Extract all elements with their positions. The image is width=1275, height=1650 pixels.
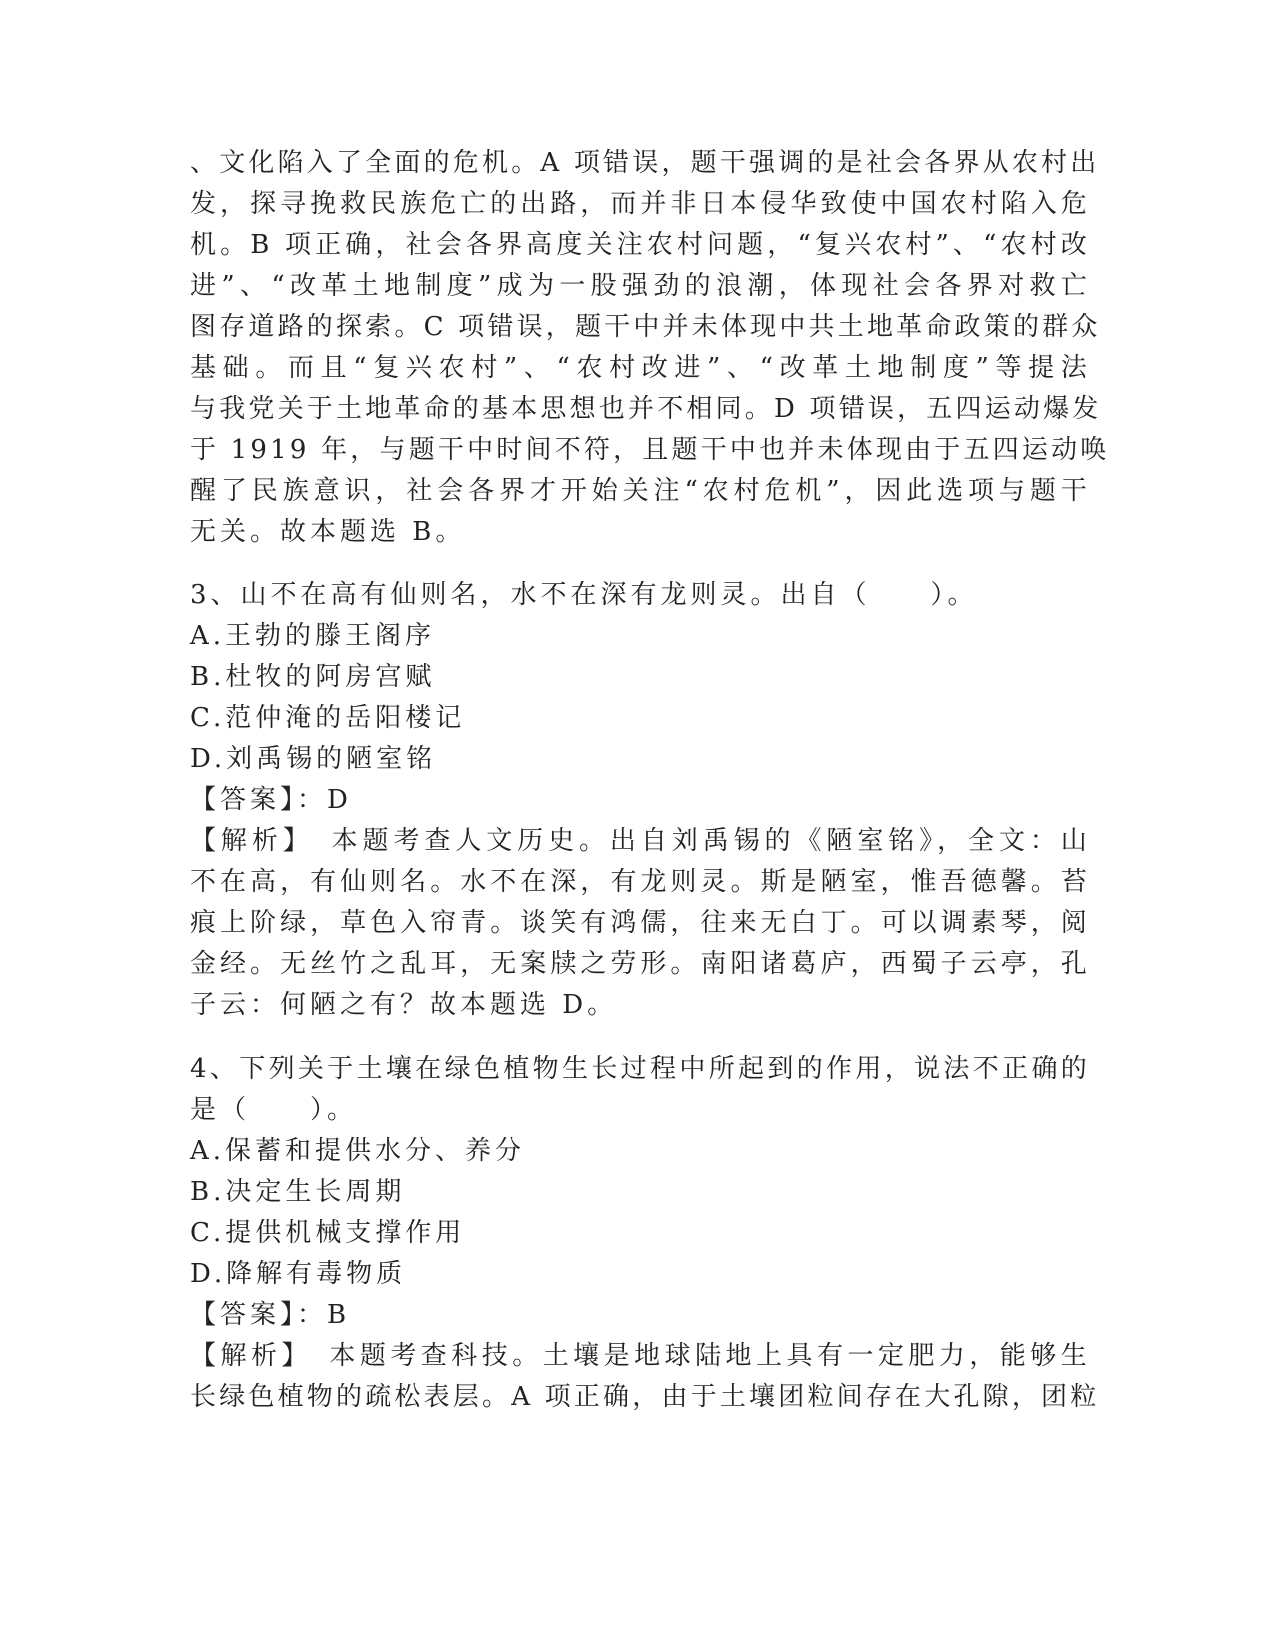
question-3-analysis-line: 痕上阶绿，草色入帘青。谈笑有鸿儒，往来无白丁。可以调素琴，阅 [190, 908, 1090, 938]
question-3-option-a: A.王勃的滕王阁序 [190, 621, 436, 651]
question-4-analysis-line: 长绿色植物的疏松表层。A 项正确，由于土壤团粒间存在大孔隙，团粒 [190, 1382, 1100, 1412]
question-3-analysis-line: 金经。无丝竹之乱耳，无案牍之劳形。南阳诸葛庐，西蜀子云亭，孔 [190, 949, 1090, 979]
paragraph-line: 机。B 项正确，社会各界高度关注农村问题，“复兴农村”、“农村改 [190, 230, 1090, 260]
question-3-option-d: D.刘禹锡的陋室铭 [190, 744, 437, 774]
paragraph-line: 基础。而且“复兴农村”、“农村改进”、“改革土地制度”等提法 [190, 353, 1090, 383]
question-4-option-d: D.降解有毒物质 [190, 1259, 407, 1289]
paragraph-line: 醒了民族意识，社会各界才开始关注“农村危机”，因此选项与题干 [190, 476, 1090, 506]
question-3-answer: 【答案】：D [190, 785, 352, 815]
paragraph-line: 、文化陷入了全面的危机。A 项错误，题干强调的是社会各界从农村出 [190, 148, 1100, 178]
question-3-option-b: B.杜牧的阿房宫赋 [190, 662, 436, 692]
question-3-analysis-line: 【解析】 本题考查人文历史。出自刘禹锡的《陋室铭》，全文：山 [190, 826, 1090, 856]
question-3-stem: 3、山不在高有仙则名，水不在深有龙则灵。出自（ ）。 [190, 580, 978, 610]
question-4-analysis-line: 【解析】 本题考查科技。土壤是地球陆地上具有一定肥力，能够生 [190, 1341, 1090, 1371]
question-4-option-c: C.提供机械支撑作用 [190, 1218, 466, 1248]
paragraph-line: 进”、“改革土地制度”成为一股强劲的浪潮，体现社会各界对救亡 [190, 271, 1090, 301]
question-4-answer: 【答案】：B [190, 1300, 351, 1330]
question-3-analysis-line: 不在高，有仙则名。水不在深，有龙则灵。斯是陋室，惟吾德馨。苔 [190, 867, 1090, 897]
paragraph-line: 与我党关于土地革命的基本思想也并不相同。D 项错误，五四运动爆发 [190, 394, 1102, 424]
paragraph-line: 发，探寻挽救民族危亡的出路，而并非日本侵华致使中国农村陷入危 [190, 189, 1090, 219]
paragraph-line: 无关。故本题选 B。 [190, 517, 466, 547]
question-3-option-c: C.范仲淹的岳阳楼记 [190, 703, 466, 733]
question-4-stem: 4、下列关于土壤在绿色植物生长过程中所起到的作用，说法不正确的 [190, 1054, 1090, 1084]
paragraph-line: 于 1919 年，与题干中时间不符，且题干中也并未体现由于五四运动唤 [190, 435, 1110, 465]
question-4-option-a: A.保蓄和提供水分、养分 [190, 1136, 526, 1166]
paragraph-line: 图存道路的探索。C 项错误，题干中并未体现中共土地革命政策的群众 [190, 312, 1101, 342]
question-4-option-b: B.决定生长周期 [190, 1177, 406, 1207]
question-4-stem: 是（ ）。 [190, 1095, 358, 1125]
question-3-analysis-line: 子云：何陋之有？故本题选 D。 [190, 990, 618, 1020]
